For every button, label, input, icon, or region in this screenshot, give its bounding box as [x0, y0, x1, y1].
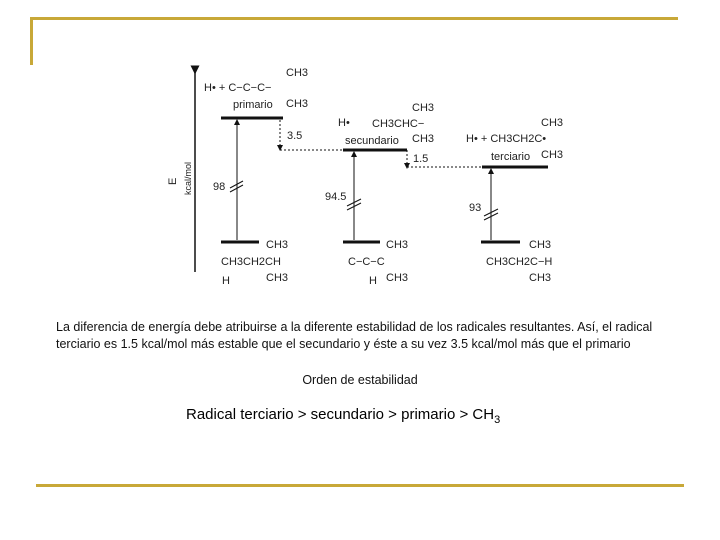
axis-label: E	[167, 177, 179, 185]
alkane3-formula: CH3CH2C−H	[486, 256, 553, 268]
primary-radical: H• + C−C−C−	[204, 82, 272, 94]
gap-secondary-tertiary: 1.5	[413, 153, 429, 165]
axis-unit: kcal/mol	[183, 161, 193, 195]
stability-order-text: Radical terciario > secundario > primario > CH	[186, 406, 495, 423]
tertiary-ch3-bot: CH3	[541, 149, 564, 161]
explanation-paragraph: La diferencia de energía debe atribuirse a la diferente estabilidad de los radicales resultantes. Así, el radical terciario es 1.5 kcal/mol más estable que el secundario y éste a su vez 3.5 kcal/mol más que el primario	[56, 320, 653, 351]
alkane2-h: H	[369, 275, 377, 287]
alkane2-ch3-top: CH3	[386, 239, 409, 251]
secondary-label: secundario	[345, 135, 399, 147]
energy-primary: 98	[213, 181, 226, 193]
alkane2-ch3-bot: CH3	[386, 272, 409, 284]
tertiary-ch3-top: CH3	[541, 117, 564, 129]
stability-order-subscript: 3	[494, 414, 501, 426]
primary-label: primario	[233, 99, 273, 111]
alkane1-formula: CH3CH2CH	[221, 256, 281, 268]
frame-bottom-rule	[36, 484, 684, 487]
stability-order	[186, 406, 500, 426]
alkane1-ch3-top: CH3	[266, 239, 289, 251]
secondary-radical: CH3CHC−	[372, 118, 425, 130]
tertiary-radical: H• + CH3CH2C•	[466, 133, 547, 145]
primary-ch3-bot: CH3	[286, 98, 309, 110]
alkane3-ch3-top: CH3	[529, 239, 552, 251]
tertiary-label: terciario	[491, 151, 531, 163]
secondary-ch3-top: CH3	[412, 102, 435, 114]
energy-tertiary: 93	[469, 202, 482, 214]
alkane1-ch3-bot: CH3	[266, 272, 289, 284]
alkane1-h: H	[222, 275, 230, 287]
alkane3-ch3-bot: CH3	[529, 272, 552, 284]
primary-ch3-top: CH3	[286, 67, 309, 79]
alkane2-formula: C−C−C	[348, 256, 385, 268]
secondary-h-radical: H•	[338, 117, 350, 129]
energy-secondary: 94.5	[325, 191, 347, 203]
gap-primary-secondary: 3.5	[287, 130, 303, 142]
stability-caption: Orden de estabilidad	[302, 373, 418, 387]
secondary-ch3-bot: CH3	[412, 133, 435, 145]
